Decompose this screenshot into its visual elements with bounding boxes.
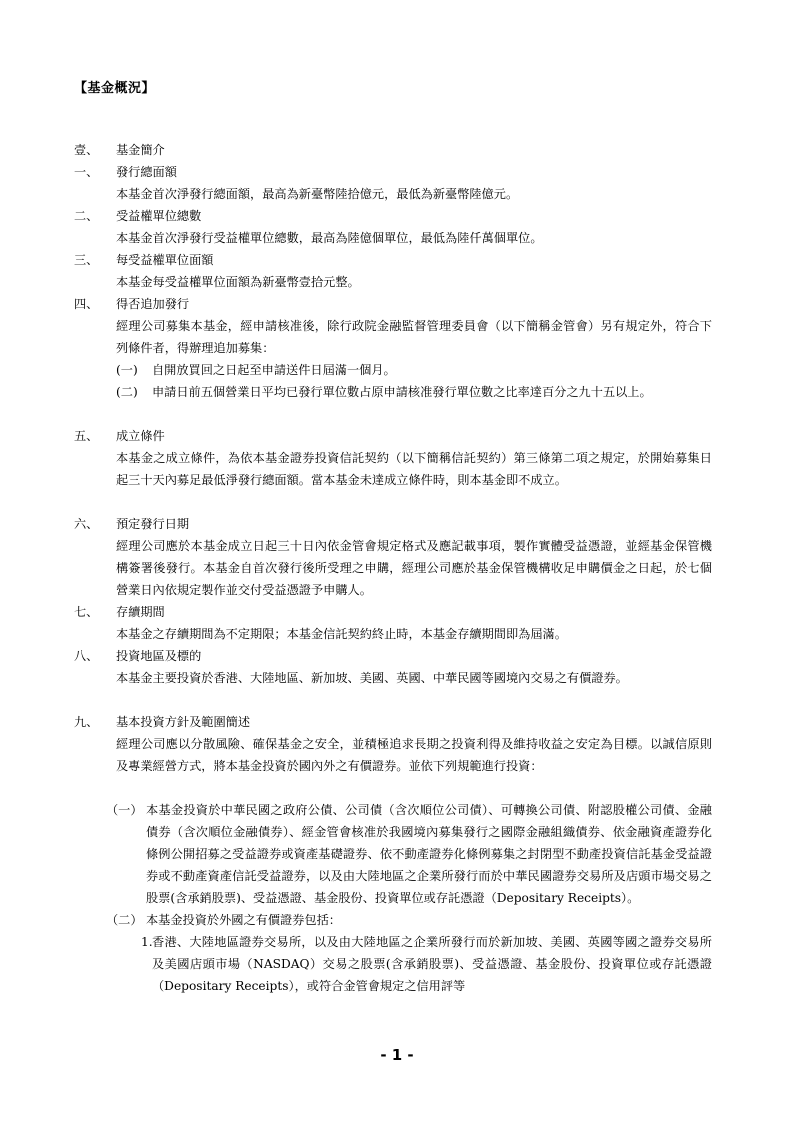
item-body: 本基金首次淨發行受益權單位總數，最高為陸億個單位，最低為陸仟萬個單位。 [116,231,543,245]
condition-text: 申請日前五個營業日平均已發行單位數占原申請核准發行單位數之比率達百分之九十五以上。 [152,385,652,399]
item-body: 本基金之成立條件，為依本基金證券投資信託契約（以下簡稱信託契約）第三條第二項之規定，於開始募集日起三十天內募足最低淨發行總面額。當本基金未達成立條件時，則本基金即不成立。 [116,451,712,487]
section-heading: 基金簡介 [116,143,165,157]
item-heading: 每受益權單位面額 [116,253,214,267]
condition-text: 自開放買回之日起至申請送件日屆滿一個月。 [152,363,396,377]
item-heading: 存續期間 [116,605,165,619]
foreign-text: 香港、大陸地區證券交易所，以及由大陸地區之企業所發行而於新加坡、美國、英國等國之證券交易所及美國店頭市場（NASDAQ）交易之股票(含承銷股票)、受益憑證、基金股份、投資單位或存託憑證（Depositary Receipts），或符合金管會規定之信用評等 [152,935,712,993]
item-heading: 發行總面額 [116,165,177,179]
item-heading: 受益權單位總數 [116,209,202,223]
document-title: 【基金概況】 [74,81,156,96]
item-number: 二、 [74,209,99,223]
page-number: - 1 - [380,1046,414,1064]
item-number: 七、 [74,605,99,619]
investment-text: 本基金投資於外國之有價證券包括： [146,913,341,927]
item-number: 五、 [74,429,99,443]
item-heading: 得否追加發行 [116,297,190,311]
item-number: 八、 [74,649,99,663]
item-heading: 基本投資方針及範圍簡述 [116,715,251,729]
item-body: 本基金之存續期間為不定期限；本基金信託契約終止時，本基金存續期間即為屆滿。 [116,627,567,641]
condition-number: (二) [116,385,138,399]
item-heading: 投資地區及標的 [116,649,202,663]
item-body: 經理公司應於本基金成立日起三十日內依金管會規定格式及應記載事項，製作實體受益憑證，並經基金保管機構簽署後發行。本基金自首次發行後所受理之申購，經理公司應於基金保管機構收足申購價金之日起，於七個營業日內依規定製作並交付受益憑證予申購人。 [116,539,712,597]
item-number: 九、 [74,715,99,729]
investment-text: 本基金投資於中華民國之政府公債、公司債（含次順位公司債）、可轉換公司債、附認股權公司債、金融債券（含次順位金融債券）、經金管會核准於我國境內募集發行之國際金融組織債券、依金融資產證券化條例公開招募之受益證券或資產基礎證券、依不動產證券化條例募集之封閉型不動產投資信託基金受益證券或不動產資產信託受益證券，以及由大陸地區之企業所發行而於中華民國證券交易所及店頭市場交易之股票(含承銷股票)、受益憑證、基金股份、投資單位或存託憑證（Depositary Receipts）。 [146,803,712,905]
item-number: 六、 [74,517,99,531]
item-body: 本基金每受益權單位面額為新臺幣壹拾元整。 [116,275,360,289]
item-body: 本基金主要投資於香港、大陸地區、新加坡、美國、英國、中華民國等國境內交易之有價證券。 [116,671,628,685]
item-heading: 成立條件 [116,429,165,443]
investment-number: （二） [106,913,143,927]
item-number: 四、 [74,297,99,311]
item-number: 三、 [74,253,99,267]
item-body: 經理公司應以分散風險、確保基金之安全，並積極追求長期之投資利得及維持收益之安定為目標。以誠信原則及專業經營方式，將本基金投資於國內外之有價證券。並依下列規範進行投資： [116,737,712,773]
section-number: 壹、 [74,143,99,157]
item-heading: 預定發行日期 [116,517,190,531]
foreign-number: 1. [141,935,153,949]
item-body: 本基金首次淨發行總面額，最高為新臺幣陸拾億元，最低為新臺幣陸億元。 [116,187,519,201]
item-number: 一、 [74,165,99,179]
investment-number: （一） [106,803,143,817]
item-body: 經理公司募集本基金，經申請核准後，除行政院金融監督管理委員會（以下簡稱金管會）另有規定外，符合下列條件者，得辦理追加募集： [116,319,712,355]
condition-number: (一) [116,363,138,377]
